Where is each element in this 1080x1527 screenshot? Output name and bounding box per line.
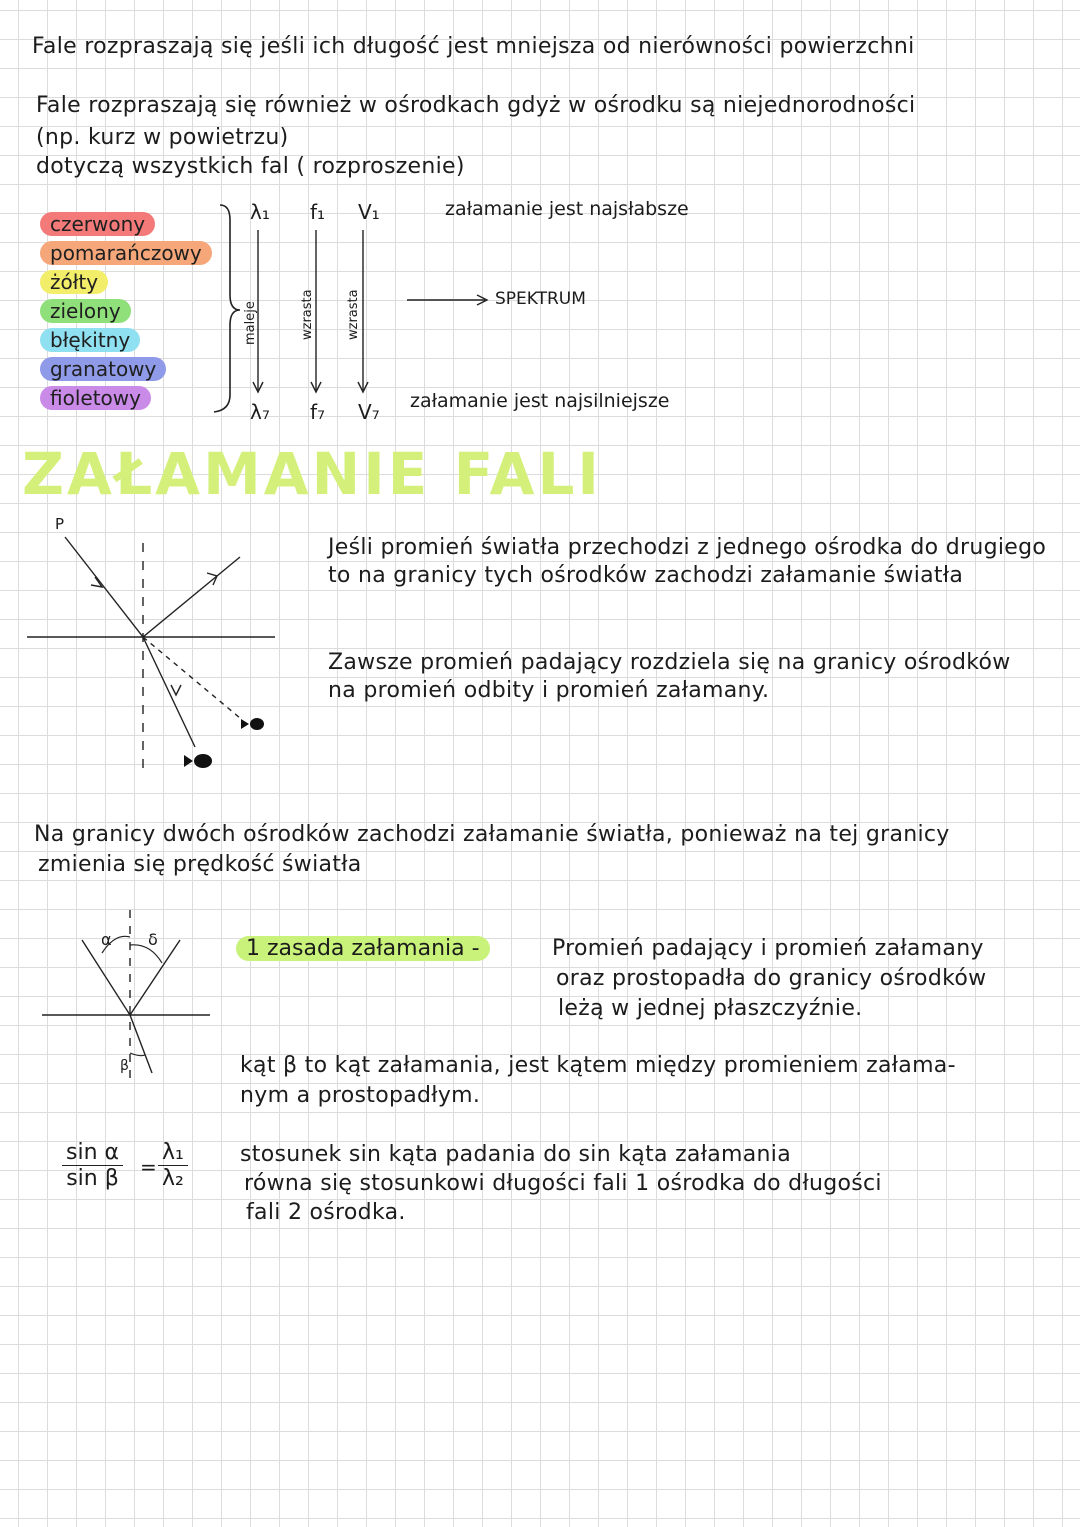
color-pill-red: czerwony bbox=[40, 212, 155, 236]
spectrum-label: SPEKTRUM bbox=[495, 289, 586, 309]
ratio-line3: fali 2 ośrodka. bbox=[246, 1200, 406, 1225]
symbol-f-1: f₁ bbox=[310, 200, 326, 224]
refraction-para1-line1: Jeśli promień światła przechodzi z jednego ośrodka do drugiego bbox=[328, 535, 1047, 560]
scattering-line-3: (np. kurz w powietrzu) bbox=[36, 125, 289, 150]
beta-def-line2: nym a prostopadłym. bbox=[240, 1083, 481, 1108]
trend-label-velocity: wzrasta bbox=[346, 289, 361, 340]
scattering-line-4: dotyczą wszystkich fal ( rozproszenie) bbox=[36, 154, 465, 179]
refraction-strongest-label: załamanie jest najsilniejsze bbox=[410, 390, 670, 412]
color-pill-lightblue: błękitny bbox=[40, 328, 140, 352]
formula-sin-alpha: sin α bbox=[62, 1140, 123, 1166]
refraction-para2-line1: Zawsze promień padający rozdziela się na granicy ośrodków bbox=[328, 650, 1011, 675]
formula-lambda-2: λ₂ bbox=[162, 1166, 184, 1191]
fish-tail-icon bbox=[241, 719, 249, 729]
formula-right-fraction bbox=[158, 1140, 188, 1191]
spectrum-arrow bbox=[405, 290, 495, 310]
fish-tail-icon bbox=[184, 755, 193, 767]
color-pill-violet: fioletowy bbox=[40, 386, 151, 410]
angle-diagram bbox=[40, 905, 220, 1095]
beta-arc-icon bbox=[130, 1053, 145, 1056]
refraction-para2-line2: na promień odbity i promień załamany. bbox=[328, 678, 770, 703]
point-p-label: P bbox=[55, 515, 65, 533]
fish-image-icon bbox=[250, 718, 264, 730]
alpha-label: α bbox=[101, 930, 112, 949]
scattering-line-1: Fale rozpraszają się jeśli ich długość jest mniejsza od nierówności powierzchni bbox=[32, 34, 915, 59]
law-label: 1 zasada załamania - bbox=[236, 936, 490, 961]
section-title: ZAŁAMANIE FALI bbox=[22, 440, 603, 508]
symbol-v-1: V₁ bbox=[358, 200, 380, 224]
ratio-line2: równa się stosunkowi długości fali 1 ośrodka do długości bbox=[244, 1171, 882, 1196]
incident-ray bbox=[82, 940, 130, 1015]
refraction-diagram bbox=[25, 515, 285, 780]
delta-label: δ bbox=[148, 930, 158, 949]
refracted-ray bbox=[143, 637, 195, 747]
color-pill-orange: pomarańczowy bbox=[40, 241, 212, 265]
law-text-line1: Promień padający i promień załamany bbox=[552, 936, 984, 961]
apparent-ray bbox=[143, 637, 240, 718]
boundary-line-1: Na granicy dwóch ośrodków zachodzi załamanie światła, ponieważ na tej granicy bbox=[34, 822, 950, 847]
scattering-line-2: Fale rozpraszają się również w ośrodkach gdyż w ośrodku są niejednorodności bbox=[36, 93, 916, 118]
law-text-line2: oraz prostopadła do granicy ośrodków bbox=[556, 966, 987, 991]
trend-label-lambda: maleje bbox=[243, 301, 258, 345]
formula-lambda-1: λ₁ bbox=[158, 1140, 188, 1166]
color-pill-yellow: żółty bbox=[40, 270, 108, 294]
refraction-weakest-label: załamanie jest najsłabsze bbox=[445, 198, 689, 220]
formula-equals: = bbox=[140, 1155, 157, 1179]
incident-ray bbox=[65, 537, 143, 637]
symbol-f-7: f₇ bbox=[310, 400, 326, 424]
symbol-v-7: V₇ bbox=[358, 400, 380, 424]
formula-sin-beta: sin β bbox=[66, 1166, 119, 1191]
fish-icon bbox=[194, 754, 212, 768]
reflected-ray bbox=[130, 940, 180, 1015]
formula-left-fraction bbox=[62, 1140, 123, 1191]
beta-def-line1: kąt β to kąt załamania, jest kątem między promieniem załama- bbox=[240, 1053, 956, 1078]
reflected-ray bbox=[143, 557, 240, 637]
refracted-ray bbox=[130, 1015, 152, 1073]
arrow-head-icon bbox=[171, 685, 181, 695]
ratio-line1: stosunek sin kąta padania do sin kąta załamania bbox=[240, 1142, 791, 1167]
symbol-lambda-1: λ₁ bbox=[250, 200, 270, 224]
beta-label: β bbox=[120, 1058, 129, 1074]
color-pill-green: zielony bbox=[40, 299, 131, 323]
refraction-para1-line2: to na granicy tych ośrodków zachodzi załamanie światła bbox=[328, 563, 964, 588]
brace-icon bbox=[214, 205, 240, 412]
law-text-line3: leżą w jednej płaszczyźnie. bbox=[558, 996, 863, 1021]
symbol-lambda-7: λ₇ bbox=[250, 400, 270, 424]
boundary-line-2: zmienia się prędkość światła bbox=[38, 852, 362, 877]
color-pill-navy: granatowy bbox=[40, 357, 166, 381]
trend-label-frequency: wzrasta bbox=[300, 289, 315, 340]
